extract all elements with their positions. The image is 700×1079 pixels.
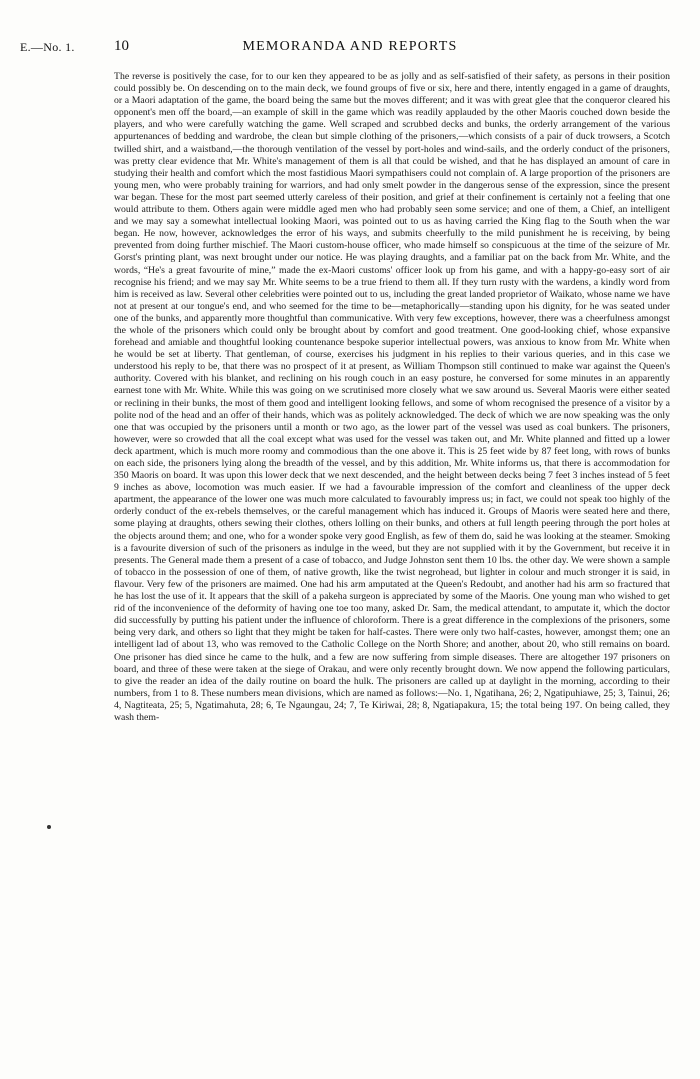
body-text	[114, 71, 670, 724]
page-header	[0, 40, 700, 60]
body-paragraph: The reverse is positively the case, for to our ken they appeared to be as jolly and as self-satisfied of their safety, as persons in their position could possibly be. On descending on to the main deck, we found groups of five or six, here and there, intently engaged in a game of draughts, or a Maori adaptation of the game, the board being the same but the moves different; and it was with great glee that the conqueror cleared his opponent's men off the board,—an example of skill in the game which was readily applauded by the other Maoris couched down beside the players, and who were carefully watching the game. Well scraped and scrubbed decks and bunks, the orderly arrangement of the various appurtenances of bedding and wardrobe, the clean but simple clothing of the prisoners,—which consists of a pair of duck trowsers, a Scotch twilled shirt, and a waistband,—the thorough ventilation of the vessel by port-holes and wind-sails, and the orderly conduct of the prisoners, was pretty clear evidence that Mr. White's management of them is all that could be wished, and that he has displayed an amount of care in studying their health and comfort which the most fastidious Maori sympathisers could not complain of. A large proportion of the prisoners are young men, who were probably training for warriors, and had only smelt powder in the dangerous sense of the expression, since the present war began. These for the most part seemed utterly careless of their position, and grief at their confinement is certainly not a feeling that one would attribute to them. Others again were middle aged men who had probably seen some service; and one of them, a Chief, an intelligent and we may say a somewhat intellectual looking Maori, was pointed out to us as having carried the King flag to the South when the war began. He now, however, acknowledges the error of his ways, and submits cheerfully to the mild punishment he is receiving, by being prevented from doing further mischief. The Maori custom-house officer, who made himself so conspicuous at the time of the seizure of Mr. Gorst's printing plant, was next brought under our notice. He was playing draughts, and a familiar pat on the back from Mr. White, and the words, “He's a great favourite of mine,” made the ex-Maori customs' officer look up from his game, and with a happy-go-easy sort of air recognise his friend; and we may say Mr. White seems to be a true friend to them all. If they turn rusty with the wardens, a kindly word from him is received as law. Several other celebrities were pointed out to us, including the great landed proprietor of Waikato, whose name we have not at present at our tongue's end, and who seemed for the time to be—metaphorically—standing upon his dignity, for he was seated under one of the bunks, and apparently more thoughtful than communicative. With very few exceptions, however, there was a cheerfulness amongst the whole of the prisoners which could only be brought about by comfort and good treatment. One good-looking chief, whose expansive forehead and amiable and thoughtful looking countenance bespoke superior intellectual powers, was anxious to know from Mr. White when he would be set at liberty. That gentleman, of course, exercises his judgment in his replies to their various queries, and in this case we understood his reply to be, that there was no prospect of it at present, as William Thompson still continued to make war against the Queen's authority. Covered with his blanket, and reclining on his rough couch in an easy posture, he conversed for some minutes in an apparently earnest tone with Mr. White. While this was going on we scrutinised more closely what we saw around us. Several Maoris were either seated or reclining in their bunks, the most of them good and intelligent looking fellows, and some of whom recognised the presence of a visitor by a polite nod of the head and an offer of their hands, which was as politely acknowledged. The deck of which we are now speaking was the only one that was occupied by the prisoners until a month or two ago, as the lower part of the vessel was used as coal bunkers. The prisoners, however, were so crowded that all the coal except what was used for the vessel was taken out, and Mr. White planned and fitted up a lower deck apartment, which is much more roomy and commodious than the one above it. This is 25 feet wide by 87 feet long, with rows of bunks on each side, the prisoners lying along the breadth of the vessel, and by this addition, Mr. White informs us, that there is accommodation for 350 Maoris on board. It was upon this lower deck that we next descended, and the height between decks being 7 feet 3 inches instead of 5 feet 9 inches as above, locomotion was much easier. If we had a favourable impression of the comfort and cleanliness of the upper deck apartment, the appearance of the lower one was much more calculated to favourably impress us; in fact, we could not speak too highly of the orderly conduct of the ex-rebels themselves, or the careful management which has induced it. Groups of Maoris were seated here and there, some playing at draughts, others sewing their clothes, others lolling on their bunks, and others at full length peering through the port holes at the objects around them; and one, who for a wonder spoke very good English, as few of them do, said he was looking at the steamer. Smoking is a favourite diversion of such of the prisoners as indulge in the weed, but they are not supplied with it by the Government, but receive it in presents. The General made them a present of a case of tobacco, and Judge Johnston sent them 10 lbs. the other day. We were shown a sample of tobacco in the possession of one of them, of native growth, like the twist negrohead, but lighter in colour and much stronger it is said, in flavour. Very few of the prisoners are maimed. One had his arm amputated at the Queen's Redoubt, and another had his arm so fractured that he has lost the use of it. It appears that the skill of a pakeha surgeon is appreciated by some of the Maoris. One young man who wished to get rid of the inconvenience of the deformity of having one toe too many, asked Dr. Sam, the medical attendant, to amputate it, which the doctor did successfully by putting his patient under the influence of chloroform. There is a great difference in the complexions of the prisoners, some being very dark, and others so light that they might be taken for half-castes. There were only two half-castes, however, amongst them; one an intelligent lad of about 13, who was removed to the Catholic College on the North Shore; and another, about 20, who still remains on board. One prisoner has died since he came to the hulk, and a few are now suffering from simple diseases. There are altogether 197 prisoners on board, and three of these were taken at the siege of Orakau, and were only recently brought down. We now append the following particulars, to give the reader an idea of the daily routine on board the hulk. The prisoners are called up at daylight in the morning, according to their numbers, from 1 to 8. These numbers mean divisions, which are named as follows:—No. 1, Ngatihana, 26; 2, Ngatipuhiawe, 25; 3, Tainui, 26; 4, Nagtiteata, 25; 5, Ngatimahuta, 28; 6, Te Ngaungau, 24; 7, Te Kiriwai, 28; 8, Ngatiapakura, 15; the total being 197. On being called, they wash them-	[114, 71, 670, 723]
document-reference: E.—No. 1.	[20, 40, 75, 54]
margin-mark	[47, 825, 51, 829]
page-number: 10	[114, 38, 129, 54]
running-title: MEMORANDA AND REPORTS	[242, 39, 458, 54]
